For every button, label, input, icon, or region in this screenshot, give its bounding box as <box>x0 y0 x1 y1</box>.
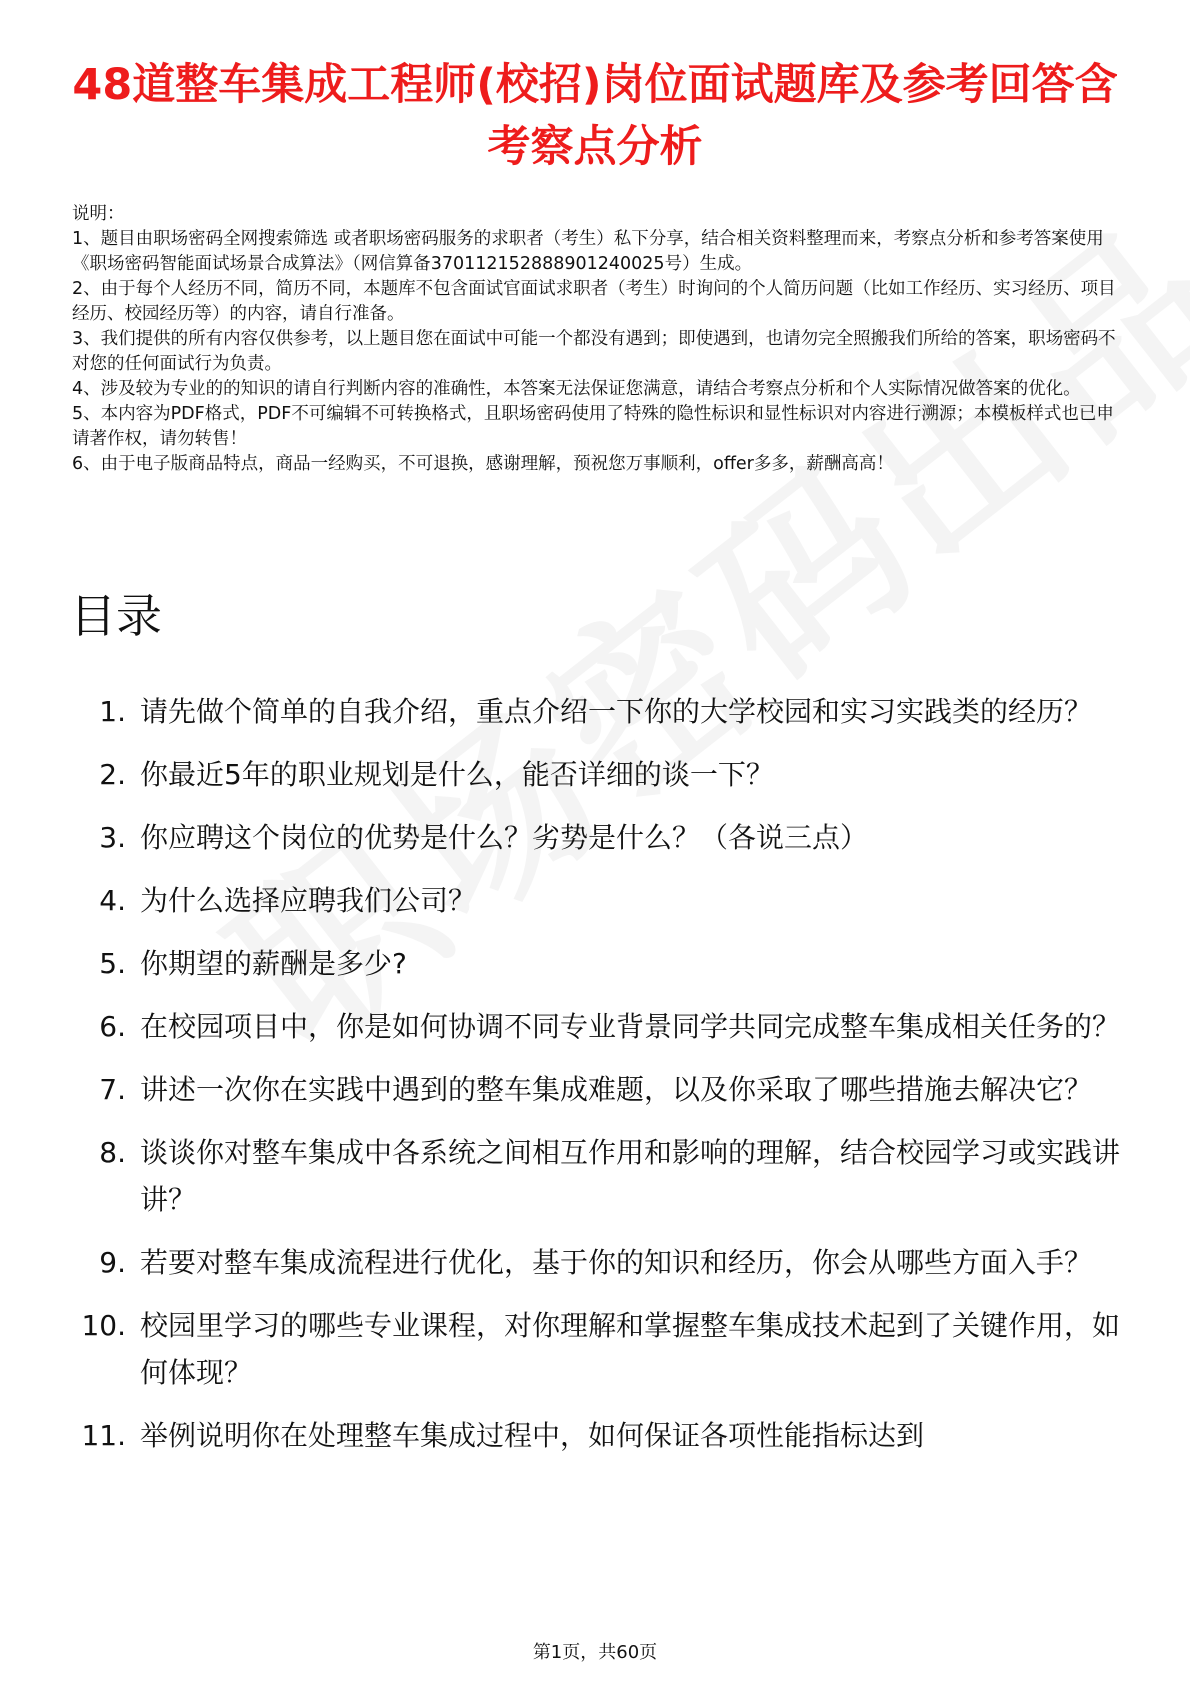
notes-section <box>72 202 1122 477</box>
toc-heading: 目录 <box>70 589 162 643</box>
toc-text: 你应聘这个岗位的优势是什么？劣势是什么？（各说三点） <box>140 821 869 854</box>
toc-text: 校园里学习的哪些专业课程，对你理解和掌握整车集成技术起到了关键作用，如何体现？ <box>140 1309 1121 1389</box>
toc-item[interactable] <box>70 1239 1130 1286</box>
toc-text: 为什么选择应聘我们公司？ <box>140 884 477 917</box>
toc-number: 5. <box>99 947 126 980</box>
page-footer: 第1页，共60页 <box>532 1642 658 1663</box>
toc-number: 2. <box>99 758 126 791</box>
toc-text: 你期望的薪酬是多少? <box>140 947 407 980</box>
notes-line: 4、涉及较为专业的的知识的请自行判断内容的准确性，本答案无法保证您满意，请结合考察点分析和个人实际情况做答案的优化。 <box>72 379 1081 399</box>
toc-item[interactable] <box>70 1412 1130 1459</box>
notes-line: 3、我们提供的所有内容仅供参考，以上题目您在面试中可能一个都没有遇到；即使遇到，也请勿完全照搬我们所给的答案，职场密码不对您的任何面试行为负责。 <box>72 329 1116 374</box>
toc-number: 10. <box>81 1309 126 1342</box>
page-title: 48道整车集成工程师(校招)岗位面试题库及参考回答含考察点分析 <box>72 60 1118 172</box>
toc-item[interactable] <box>70 1302 1130 1396</box>
toc-number: 7. <box>99 1073 126 1106</box>
toc-number: 1. <box>99 695 126 728</box>
toc-text: 若要对整车集成流程进行优化，基于你的知识和经历，你会从哪些方面入手？ <box>140 1246 1093 1279</box>
notes-line: 2、由于每个人经历不同，简历不同，本题库不包含面试官面试求职者（考生）时询问的个人简历问题（比如工作经历、实习经历、项目经历、校园经历等）的内容，请自行准备。 <box>72 279 1116 324</box>
toc-item[interactable] <box>70 1066 1130 1113</box>
toc-number: 11. <box>81 1419 126 1452</box>
table-of-contents <box>70 688 1130 1475</box>
toc-number: 6. <box>99 1010 126 1043</box>
toc-item[interactable] <box>70 1003 1130 1050</box>
toc-number: 8. <box>99 1136 126 1169</box>
toc-item[interactable] <box>70 751 1130 798</box>
toc-number: 9. <box>99 1246 126 1279</box>
toc-text: 在校园项目中，你是如何协调不同专业背景同学共同完成整车集成相关任务的？ <box>140 1010 1121 1043</box>
toc-item[interactable] <box>70 688 1130 735</box>
toc-text: 谈谈你对整车集成中各系统之间相互作用和影响的理解，结合校园学习或实践讲讲？ <box>140 1136 1121 1216</box>
toc-item[interactable] <box>70 877 1130 924</box>
toc-text: 举例说明你在处理整车集成过程中，如何保证各项性能指标达到 <box>140 1419 925 1452</box>
toc-item[interactable] <box>70 940 1130 987</box>
toc-number: 4. <box>99 884 126 917</box>
notes-line: 说明： <box>72 204 125 224</box>
toc-item[interactable] <box>70 1129 1130 1223</box>
notes-line: 1、题目由职场密码全网搜索筛选 或者职场密码服务的求职者（考生）私下分享，结合相关资料整理而来，考察点分析和参考答案使用《职场密码智能面试场景合成算法》（网信算备370112152888901240025号）生成。 <box>72 229 1104 274</box>
toc-text: 你最近5年的职业规划是什么，能否详细的谈一下？ <box>140 758 774 791</box>
toc-text: 请先做个简单的自我介绍，重点介绍一下你的大学校园和实习实践类的经历？ <box>140 695 1093 728</box>
notes-line: 5、本内容为PDF格式，PDF不可编辑不可转换格式，且职场密码使用了特殊的隐性标识和显性标识对内容进行溯源；本模板样式也已申请著作权，请勿转售！ <box>72 404 1114 449</box>
toc-text: 讲述一次你在实践中遇到的整车集成难题，以及你采取了哪些措施去解决它？ <box>140 1073 1093 1106</box>
toc-item[interactable] <box>70 814 1130 861</box>
notes-line: 6、由于电子版商品特点，商品一经购买，不可退换，感谢理解，预祝您万事顺利，offer多多，薪酬高高！ <box>72 454 894 474</box>
toc-number: 3. <box>99 821 126 854</box>
